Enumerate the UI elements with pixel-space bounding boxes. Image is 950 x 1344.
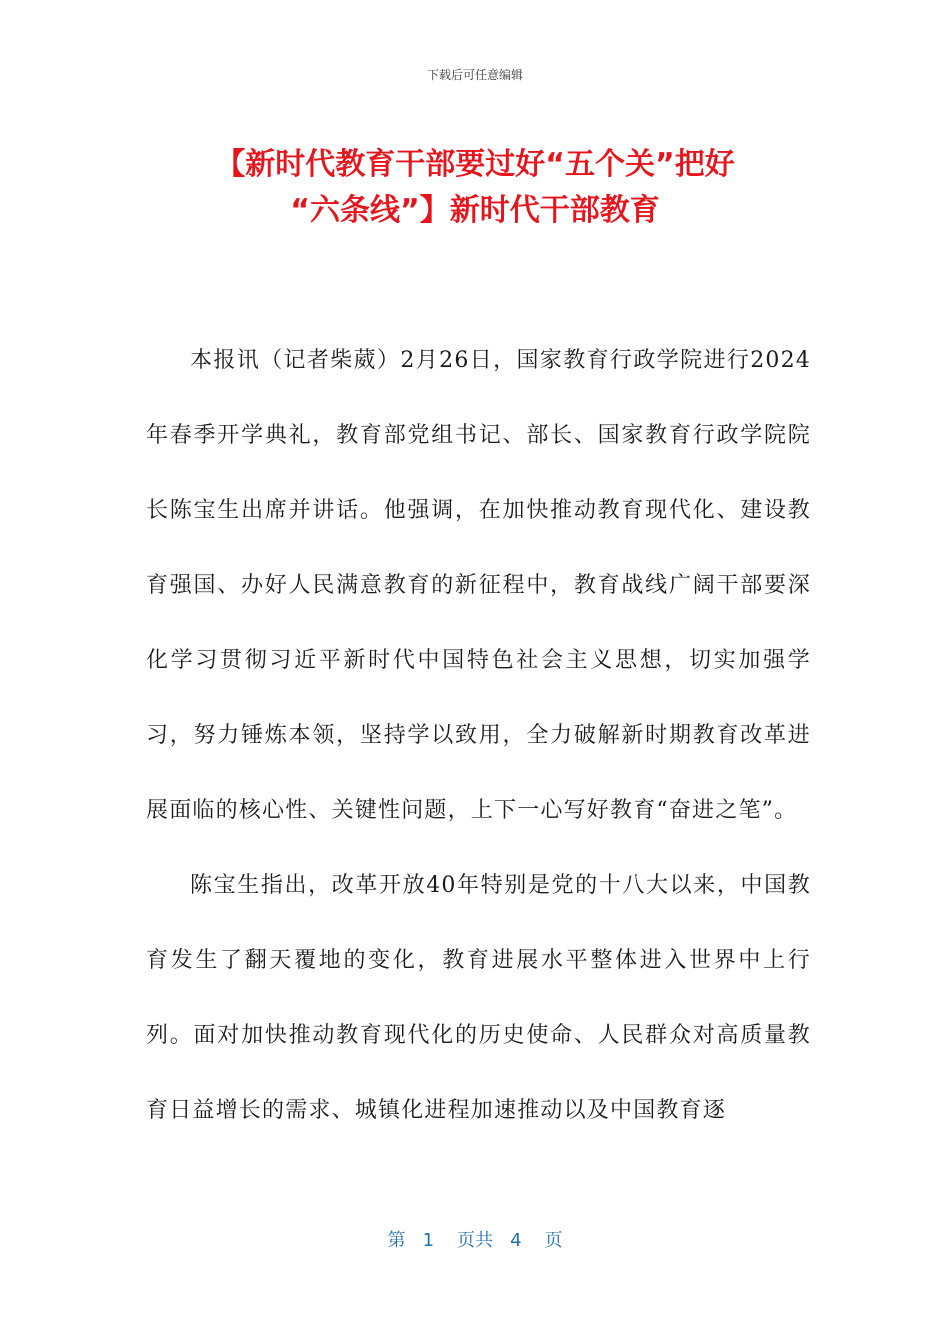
title-line-2: “六条线”】新时代干部教育 bbox=[290, 193, 660, 228]
footer-middle: 页共 bbox=[457, 1230, 493, 1251]
footer-total-pages: 4 bbox=[510, 1230, 522, 1251]
paragraph-2: 陈宝生指出，改革开放40年特别是党的十八大以来，中国教育发生了翻天覆地的变化，教育进展水平整体进入世界中上行列。面对加快推动教育现代化的历史使命、人民群众对高质量教育日益增长的需求、城镇化进程加速推动以及中国教育逐 bbox=[146, 873, 811, 1123]
page-footer bbox=[0, 1226, 950, 1252]
paragraph-1: 本报讯（记者柴葳）2月26日，国家教育行政学院进行2024年春季开学典礼，教育部党组书记、部长、国家教育行政学院院长陈宝生出席并讲话。他强调，在加快推动教育现代化、建设教育强国、办好人民满意教育的新征程中，教育战线广阔干部要深化学习贯彻习近平新时代中国特色社会主义思想，切实加强学习，努力锤炼本领，坚持学以致用，全力破解新时期教育改革进展面临的核心性、关键性问题，上下一心写好教育“奋进之笔”。 bbox=[146, 348, 811, 823]
title-line-1: 【新时代教育干部要过好“五个关”把好 bbox=[215, 147, 735, 182]
footer-prefix: 第 bbox=[387, 1230, 406, 1251]
header-note: 下载后可任意编辑 bbox=[426, 68, 523, 82]
document-title bbox=[120, 142, 830, 234]
article-body bbox=[146, 323, 811, 1148]
footer-page-number: 1 bbox=[422, 1230, 435, 1251]
footer-suffix: 页 bbox=[544, 1230, 563, 1251]
